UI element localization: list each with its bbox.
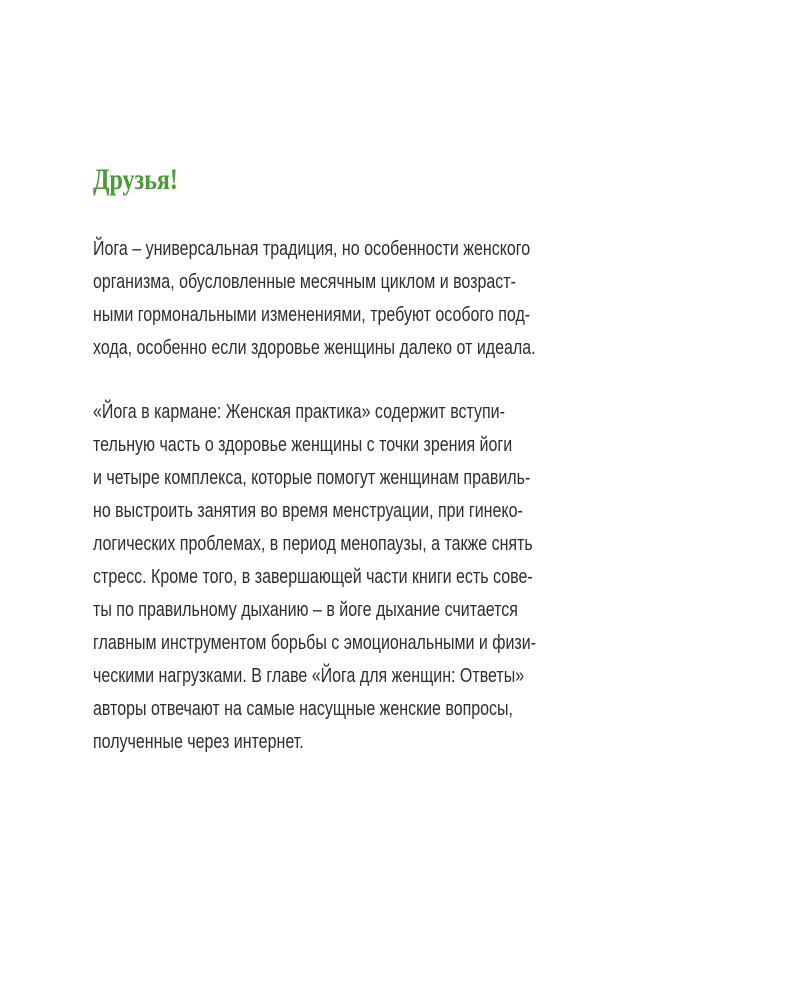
text-line: логических проблемах, в период менопаузы, а также снять <box>93 533 533 555</box>
paragraph-intro <box>93 233 536 365</box>
text-line: но выстроить занятия во время менструации, при гинеко- <box>93 500 523 522</box>
text-line: и четыре комплекса, которые помогут женщинам правиль- <box>93 467 531 489</box>
text-line: ты по правильному дыханию – в йоге дыхание считается <box>93 599 518 621</box>
page-heading: Друзья! <box>93 163 178 196</box>
text-line: ческими нагрузками. В главе «Йога для женщин: Ответы» <box>93 665 525 687</box>
text-line: стресс. Кроме того, в завершающей части книги есть сове- <box>93 566 533 588</box>
paragraph-book-description <box>93 396 536 759</box>
text-line: главным инструментом борьбы с эмоциональными и физи- <box>93 632 536 654</box>
text-line: организма, обусловленные месячным циклом и возраст- <box>93 271 516 293</box>
text-line: полученные через интернет. <box>93 731 304 753</box>
text-line: ными гормональными изменениями, требуют особого под- <box>93 304 531 326</box>
text-line: «Йога в кармане: Женская практика» содержит вступи- <box>93 401 505 423</box>
text-line: авторы отвечают на самые насущные женские вопросы, <box>93 698 513 720</box>
text-line: Йога – универсальная традиция, но особенности женского <box>93 238 531 260</box>
text-line: тельную часть о здоровье женщины с точки зрения йоги <box>93 434 513 456</box>
text-line: хода, особенно если здоровье женщины далеко от идеала. <box>93 337 536 359</box>
